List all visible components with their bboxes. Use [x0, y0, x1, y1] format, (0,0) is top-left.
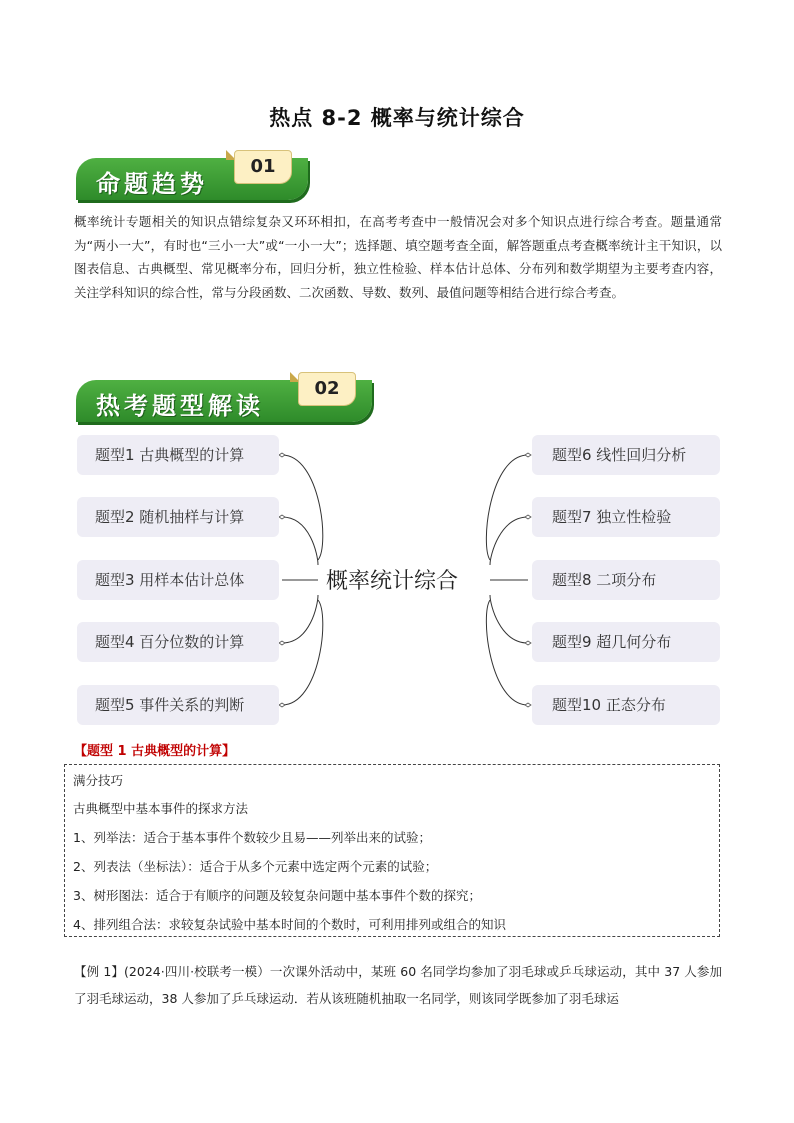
- mindmap-item-right: 题型6 线性回归分析: [532, 435, 720, 475]
- connector-node-right-2: [525, 515, 531, 519]
- mindmap-item-right: 题型10 正态分布: [532, 685, 720, 725]
- connector-node-left-1: [279, 453, 285, 457]
- connector-left-1: [282, 455, 323, 560]
- banner-label: 命题趋势: [96, 169, 208, 198]
- connector-node-right-4: [525, 641, 531, 645]
- connector-right-5: [486, 600, 528, 705]
- connector-left-2: [282, 517, 318, 565]
- connector-node-left-2: [279, 515, 285, 519]
- connector-node-left-4: [279, 641, 285, 645]
- mindmap-item-right: 题型7 独立性检验: [532, 497, 720, 537]
- example-1: 【例 1】(2024·四川·校联考一模）一次课外活动中，某班 60 名同学均参加了羽毛球或乒乓球运动，其中 37 人参加了羽毛球运动，38 人参加了乒乓球运动．若从该班随机抽取一名同学，则该同学既参加了羽毛球运: [74, 964, 722, 1006]
- mindmap-item-left: 题型3 用样本估计总体: [77, 560, 279, 600]
- tip-item: 1、列举法：适合于基本事件个数较少且易——列举出来的试验；: [73, 830, 431, 845]
- tips-subtitle: 古典概型中基本事件的探求方法: [73, 801, 249, 816]
- connector-right-2: [490, 517, 528, 565]
- trend-paragraph: 概率统计专题相关的知识点错综复杂又环环相扣，在高考考查中一般情况会对多个知识点进行综合考查。题量通常为“两小一大”，有时也“三小一大”或“一小一大”；选择题、填空题考查全面，解答题重点考查概率统计主干知识，以图表信息、古典概型、常见概率分布，回归分析，独立性检验、样本估计总体、分布列和数学期望为主要考查内容，关注学科知识的综合性，常与分段函数、二次函数、导数、数列、最值问题等相结合进行综合考查。: [74, 214, 722, 300]
- tip-item: 3、树形图法：适合于有顺序的问题及较复杂问题中基本事件个数的探究；: [73, 888, 481, 903]
- tip-item: 4、排列组合法：求较复杂试验中基本时间的个数时，可利用排列或组合的知识: [73, 917, 506, 932]
- mindmap-item-left: 题型2 随机抽样与计算: [77, 497, 279, 537]
- connector-left-4: [282, 595, 318, 643]
- page-title: 热点 8-2 概率与统计综合: [269, 106, 525, 130]
- mindmap-item-left: 题型1 古典概型的计算: [77, 435, 279, 475]
- tip-item: 2、列表法（坐标法）：适合于从多个元素中选定两个元素的试验；: [73, 859, 438, 874]
- tips-title: 满分技巧: [73, 773, 124, 788]
- connector-right-4: [490, 595, 528, 643]
- connector-node-right-5: [525, 703, 531, 707]
- connector-node-left-5: [279, 703, 285, 707]
- mindmap-item-left: 题型5 事件关系的判断: [77, 685, 279, 725]
- connector-right-1: [486, 455, 528, 560]
- banner-number: 01: [234, 150, 292, 184]
- banner-number: 02: [298, 372, 356, 406]
- tips-box: [64, 764, 720, 937]
- mindmap-item-right: 题型9 超几何分布: [532, 622, 720, 662]
- connector-node-right-1: [525, 453, 531, 457]
- mindmap-item-right: 题型8 二项分布: [532, 560, 720, 600]
- banner-label: 热考题型解读: [96, 391, 264, 420]
- mindmap-item-left: 题型4 百分位数的计算: [77, 622, 279, 662]
- mindmap-center: 概率统计综合: [326, 569, 459, 594]
- connector-left-5: [282, 600, 323, 705]
- type1-heading: 【题型 1 古典概型的计算】: [74, 744, 236, 759]
